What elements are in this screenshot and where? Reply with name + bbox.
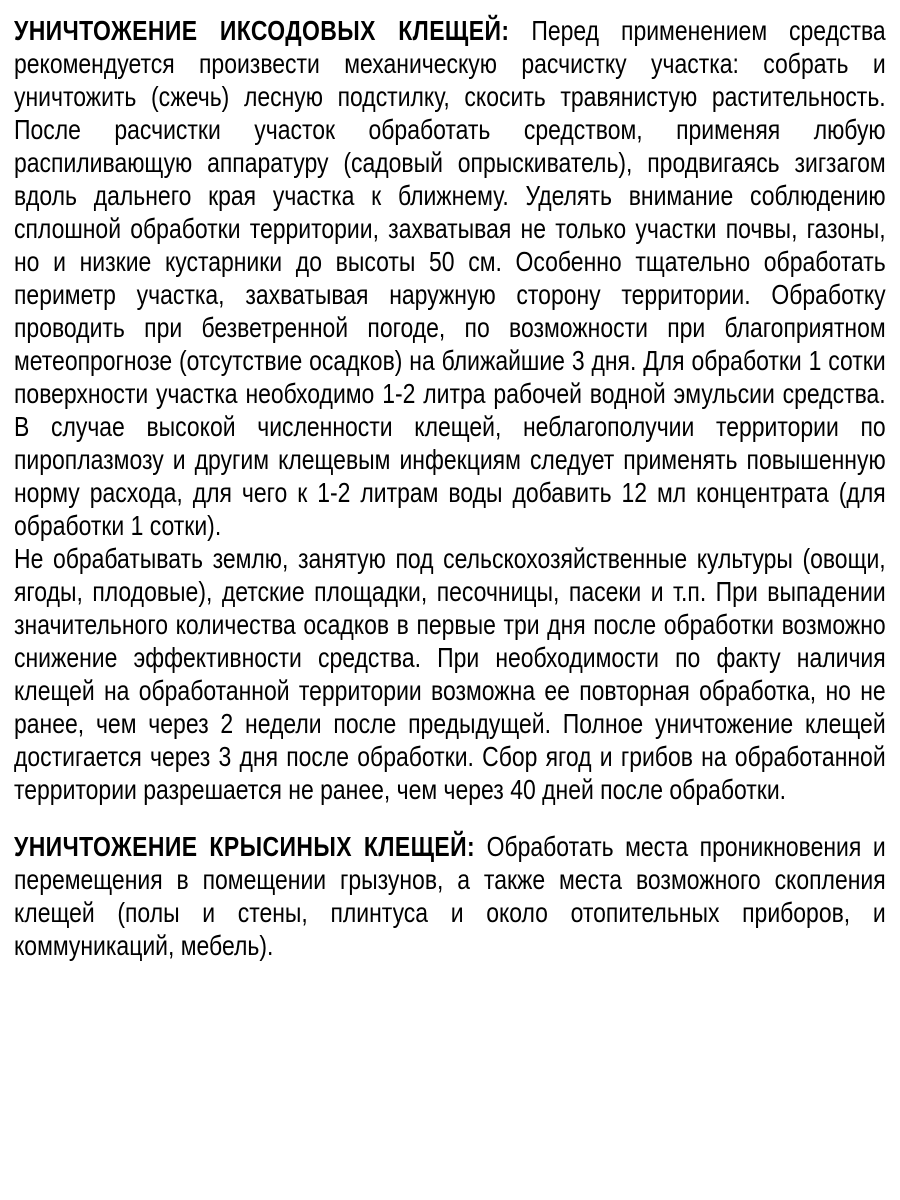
text-column	[14, 14, 886, 962]
section-ixodid-ticks-body-1: Перед применением средства рекомендуется произвести механическую расчистку участка: собрать и уничтожить (сжечь) лесную подстилку, скосить травянистую растительность. После расчистки участок обработать средством, применяя любую распиливающую аппаратуру (садовый опрыскиватель), продвигаясь зигзагом вдоль дальнего края участка к ближнему. Уделять внимание соблюдению сплошной обработки территории, захватывая не только участки почвы, газоны, но и низкие кустарники до высоты 50 см. Особенно тщательно обработать периметр участка, захватывая наружную сторону территории. Обработку проводить при безветренной погоде, по возможности при благоприятном метеопрогнозе (отсутствие осадков) на ближайшие 3 дня. Для обработки 1 сотки поверхности участка необходимо 1-2 литра рабочей водной эмульсии средства. В случае высокой численности клещей, неблагополучии территории по пироплазмозу и другим клещевым инфекциям следует применять повышенную норму расхода, для чего к 1-2 литрам воды добавить 12 мл концентрата (для обработки 1 сотки).	[14, 15, 886, 541]
section-ixodid-ticks-paragraph-2	[14, 542, 886, 806]
section-ixodid-ticks-heading: УНИЧТОЖЕНИЕ ИКСОДОВЫХ КЛЕЩЕЙ:	[14, 15, 510, 46]
section-ixodid-ticks-paragraph-1	[14, 14, 886, 542]
section-rat-mites-body: Обработать места проникновения и перемещения в помещении грызунов, а также места возможного скопления клещей (полы и стены, плинтуса и около отопительных приборов, и коммуникаций, мебель).	[14, 831, 886, 961]
section-rat-mites-paragraph	[14, 830, 886, 962]
section-rat-mites-heading: УНИЧТОЖЕНИЕ КРЫСИНЫХ КЛЕЩЕЙ:	[14, 831, 476, 862]
section-ixodid-ticks-body-2: Не обрабатывать землю, занятую под сельскохозяйственные культуры (овощи, ягоды, плодовые), детские площадки, песочницы, пасеки и т.п. При выпадении значительного количества осадков в первые три дня после обработки возможно снижение эффективности средства. При необходимости по факту наличия клещей на обработанной территории возможна ее повторная обработка, но не ранее, чем через 2 недели после предыдущей. Полное уничтожение клещей достигается через 3 дня после обработки. Сбор ягод и грибов на обработанной территории разрешается не ранее, чем через 40 дней после обработки.	[14, 543, 886, 805]
